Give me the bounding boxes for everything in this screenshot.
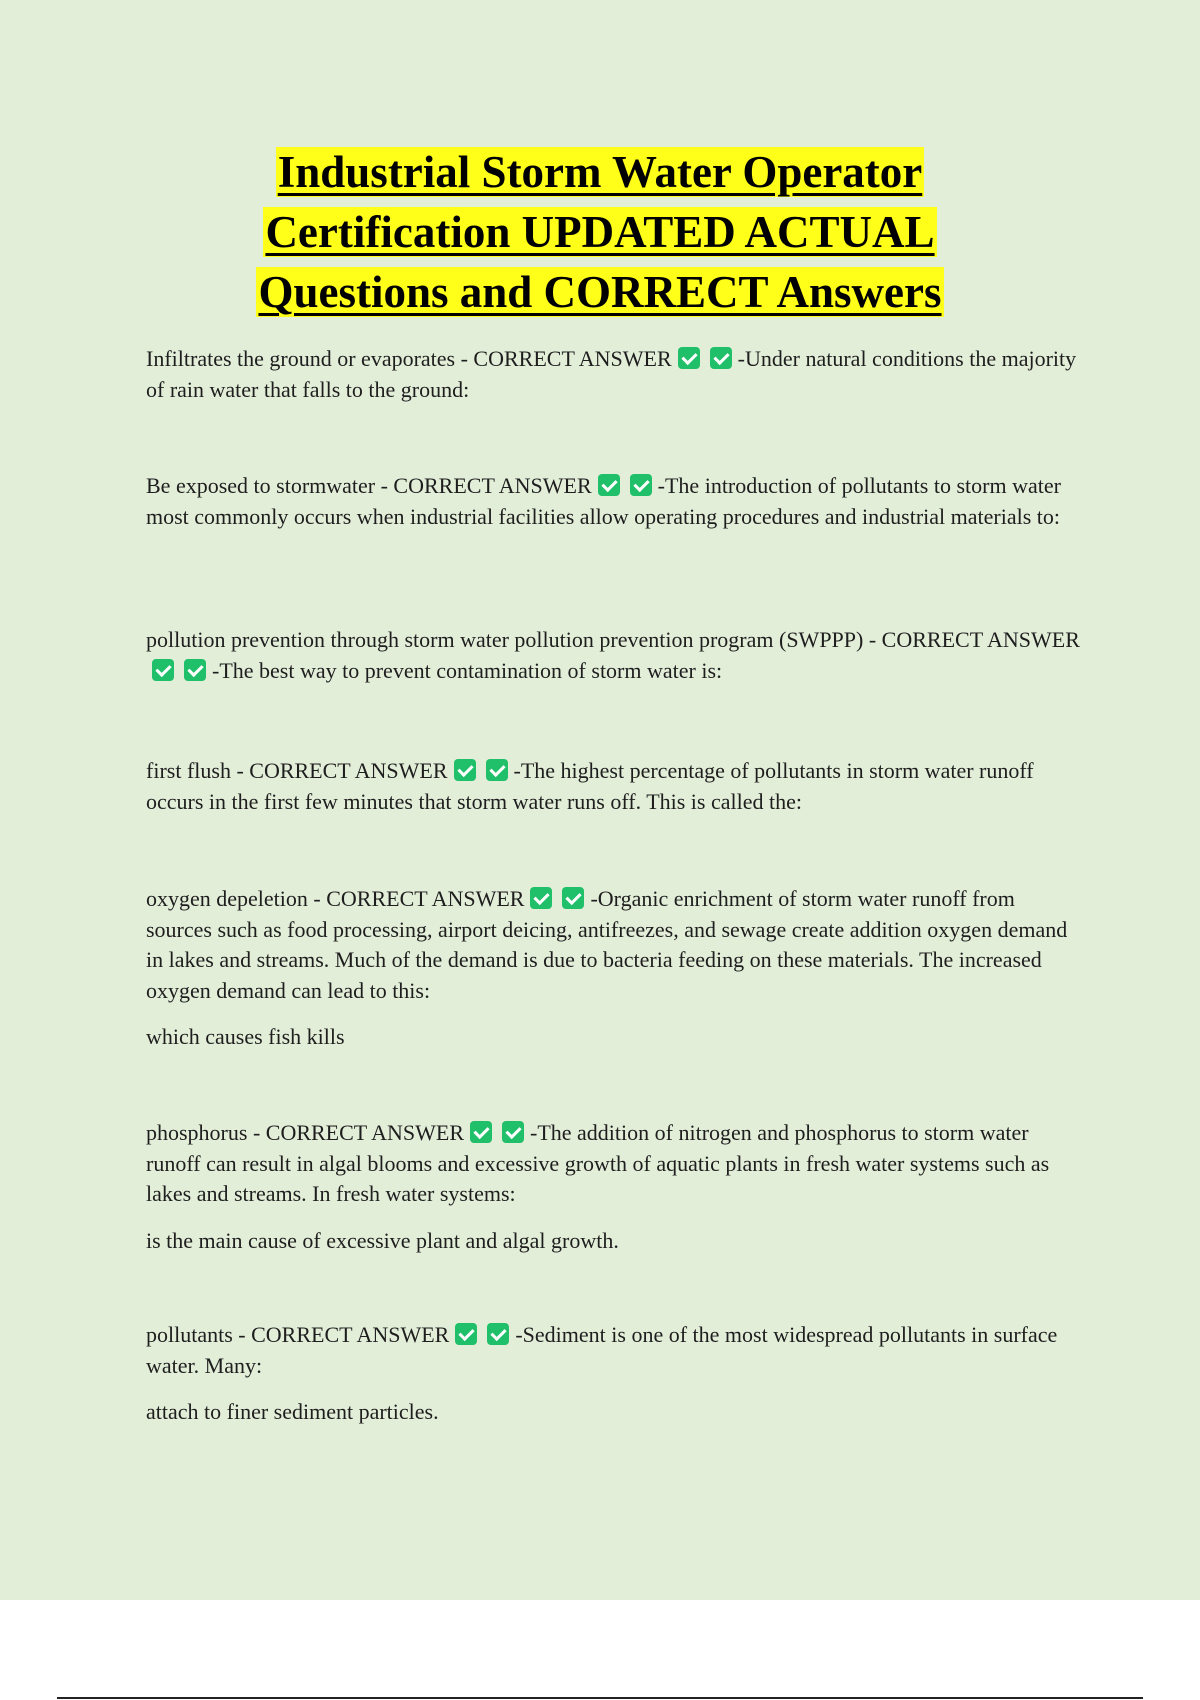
qa-item-5 <box>146 884 1086 1053</box>
extra-text: which causes fish kills <box>146 1024 345 1049</box>
check-mark-icon <box>184 659 206 681</box>
answer-text: phosphorus - CORRECT ANSWER <box>146 1120 465 1145</box>
qa-item-1 <box>146 344 1086 405</box>
answer-text: pollution prevention through storm water pollution prevention program (SWPPP) - CORRECT ANSWER <box>146 627 1080 652</box>
question-text: -Under natural conditions the majority of rain water that falls to the ground: <box>146 346 1077 402</box>
title-line-2: Certification UPDATED ACTUAL <box>265 207 935 257</box>
title-line-1: Industrial Storm Water Operator <box>277 147 923 197</box>
check-mark-icon <box>710 347 732 369</box>
page-footer-rule <box>57 1697 1143 1699</box>
qa-item-7 <box>146 1320 1086 1428</box>
check-mark-icon <box>152 659 174 681</box>
answer-text: first flush - CORRECT ANSWER <box>146 758 448 783</box>
title-line-3: Questions and CORRECT Answers <box>258 267 942 317</box>
extra-text: attach to finer sediment particles. <box>146 1399 439 1424</box>
qa-text <box>146 344 1086 405</box>
answer-text: pollutants - CORRECT ANSWER <box>146 1322 450 1347</box>
qa-item-4 <box>146 756 1086 817</box>
check-mark-icon <box>487 1323 509 1345</box>
check-mark-icon <box>454 759 476 781</box>
question-text: -The highest percentage of pollutants in storm water runoff occurs in the first few minutes that storm water runs off. This is called the: <box>146 758 1034 814</box>
qa-item-2 <box>146 471 1086 532</box>
qa-text <box>146 1118 1086 1210</box>
qa-text <box>146 756 1086 817</box>
answer-text: Infiltrates the ground or evaporates - CORRECT ANSWER <box>146 346 672 371</box>
check-mark-icon <box>678 347 700 369</box>
qa-text <box>146 884 1086 1006</box>
qa-item-3 <box>146 625 1086 686</box>
check-mark-icon <box>470 1121 492 1143</box>
check-mark-icon <box>455 1323 477 1345</box>
check-mark-icon <box>562 887 584 909</box>
document-title <box>0 142 1200 322</box>
qa-item-6 <box>146 1118 1086 1256</box>
check-mark-icon <box>530 887 552 909</box>
check-mark-icon <box>630 474 652 496</box>
qa-text <box>146 471 1086 532</box>
check-mark-icon <box>598 474 620 496</box>
check-mark-icon <box>486 759 508 781</box>
answer-text: Be exposed to stormwater - CORRECT ANSWER <box>146 473 592 498</box>
qa-text <box>146 625 1086 686</box>
question-text: -Sediment is one of the most widespread pollutants in surface water. Many: <box>146 1322 1058 1378</box>
question-text: -The introduction of pollutants to storm water most commonly occurs when industrial facilities allow operating procedures and industrial materials to: <box>146 473 1061 529</box>
extra-text: is the main cause of excessive plant and algal growth. <box>146 1227 619 1253</box>
question-text: -The best way to prevent contamination of storm water is: <box>212 657 723 683</box>
answer-text: oxygen depeletion - CORRECT ANSWER <box>146 886 525 911</box>
question-text: -The addition of nitrogen and phosphorus to storm water runoff can result in algal blooms and excessive growth of aquatic plants in fresh water systems such as lakes and streams. In fresh water systems: <box>146 1120 1050 1206</box>
qa-text <box>146 1320 1086 1381</box>
question-text: -Organic enrichment of storm water runoff from sources such as food processing, airport deicing, antifreezes, and sewage create addition oxygen demand in lakes and streams. Much of the demand is due to bacteria feeding on these materials. The increased oxygen demand can lead to this: <box>146 886 1068 1003</box>
check-mark-icon <box>502 1121 524 1143</box>
